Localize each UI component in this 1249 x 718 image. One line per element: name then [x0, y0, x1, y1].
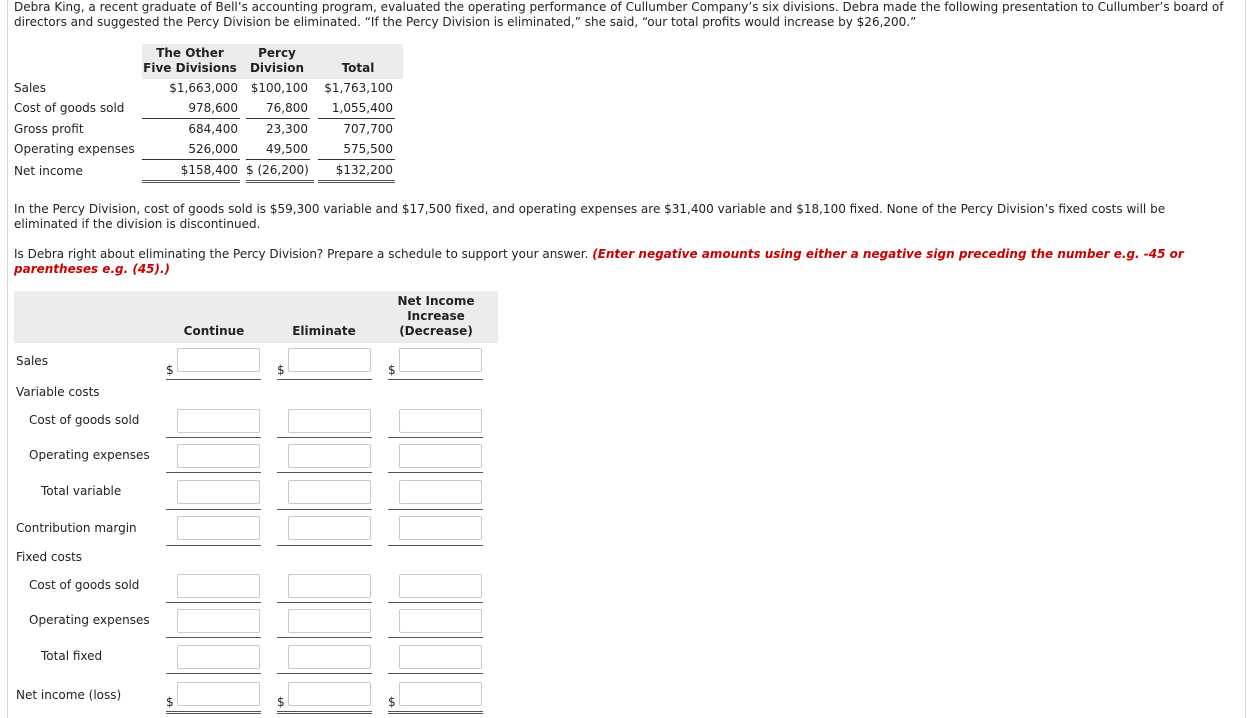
row-label-fix-cogs: Cost of goods sold — [29, 578, 140, 592]
col-header-net-3: (Decrease) — [399, 324, 473, 338]
row-label: Gross profit — [14, 122, 84, 136]
net-income-net-input[interactable] — [399, 682, 482, 706]
col-header-net-1: Net Income — [397, 294, 475, 308]
double-underline — [142, 180, 240, 183]
double-underline — [246, 180, 314, 183]
cell-total: 707,700 — [343, 122, 393, 136]
fix-opex-continue-input[interactable] — [177, 609, 260, 633]
row-underline — [166, 379, 261, 380]
contribution-margin-continue-input[interactable] — [177, 516, 260, 540]
row-label-var-cogs: Cost of goods sold — [29, 413, 140, 427]
row-underline — [277, 379, 372, 380]
col-header-eliminate: Eliminate — [292, 324, 356, 338]
var-opex-net-input[interactable] — [399, 444, 482, 468]
underline — [142, 118, 240, 119]
var-opex-eliminate-input[interactable] — [288, 444, 371, 468]
underline — [246, 118, 310, 119]
cell-other: 526,000 — [188, 142, 238, 156]
net-income-continue-input[interactable] — [177, 682, 260, 706]
total-fixed-continue-input[interactable] — [177, 645, 260, 669]
col-header-other-2: Five Divisions — [143, 61, 237, 75]
row-underline — [166, 673, 261, 674]
row-underline — [166, 545, 261, 546]
net-income-eliminate-input[interactable] — [288, 682, 371, 706]
cell-other: 978,600 — [188, 101, 238, 115]
sales-eliminate-input[interactable] — [288, 348, 371, 372]
row-underline — [277, 545, 372, 546]
sales-continue-input[interactable] — [177, 348, 260, 372]
row-label-net-income: Net income (loss) — [16, 688, 122, 702]
cell-percy: $100,100 — [250, 81, 308, 95]
contribution-margin-eliminate-input[interactable] — [288, 516, 371, 540]
col-header-percy-1: Percy — [258, 46, 296, 60]
row-label-total-fixed: Total fixed — [41, 649, 103, 663]
col-header-net-2: Increase — [407, 309, 465, 323]
var-cogs-continue-input[interactable] — [177, 409, 260, 433]
underline — [318, 118, 395, 119]
total-variable-eliminate-input[interactable] — [288, 480, 371, 504]
total-fixed-net-input[interactable] — [399, 645, 482, 669]
cell-total: 575,500 — [343, 142, 393, 156]
fix-opex-eliminate-input[interactable] — [288, 609, 371, 633]
row-label-fix-opex: Operating expenses — [29, 613, 150, 627]
row-underline — [277, 673, 372, 674]
row-underline — [388, 637, 483, 638]
cell-percy: $ (26,200) — [246, 163, 309, 177]
fix-cogs-net-input[interactable] — [399, 574, 482, 598]
row-underline — [166, 437, 261, 438]
cell-percy: 76,800 — [266, 101, 308, 115]
row-label-total-variable: Total variable — [41, 484, 122, 498]
col-header-other-1: The Other — [156, 46, 224, 60]
cell-total: 1,055,400 — [331, 101, 393, 115]
cell-percy: 49,500 — [266, 142, 308, 156]
cell-total: $132,200 — [335, 163, 393, 177]
fix-opex-net-input[interactable] — [399, 609, 482, 633]
fix-cogs-eliminate-input[interactable] — [288, 574, 371, 598]
row-underline — [388, 379, 483, 380]
row-underline — [277, 509, 372, 510]
underline — [246, 159, 310, 160]
cell-percy: 23,300 — [266, 122, 308, 136]
dollar-sign: $ — [277, 363, 285, 377]
row-label-var-opex: Operating expenses — [29, 448, 150, 462]
problem-intro: Debra King, a recent graduate of Bell’s accounting program, evaluated the operating performance of Cullumber Company’s six divisions. Debra made the following presentation to Cullumber’s board of directors and suggested the Percy Division be eliminated. “If the Percy Division is eliminated,” she said, “our total profits would increase by $26,200.” — [14, 0, 1224, 29]
row-underline — [277, 472, 372, 473]
double-underline — [277, 711, 372, 714]
sales-net-input[interactable] — [399, 348, 482, 372]
var-cogs-eliminate-input[interactable] — [288, 409, 371, 433]
row-label-sales: Sales — [16, 354, 48, 368]
row-underline — [388, 509, 483, 510]
dollar-sign: $ — [388, 363, 396, 377]
row-label-fixed-costs: Fixed costs — [16, 550, 83, 564]
underline — [142, 159, 240, 160]
instructions-paragraph: Is Debra right about eliminating the Percy Division? Prepare a schedule to support your answer. (Enter negative amounts using either a negative sign preceding the number e.g. -45 or parentheses e.g. (45).) — [14, 247, 1184, 276]
row-underline — [388, 602, 483, 603]
col-header-continue: Continue — [183, 324, 245, 338]
cell-other: $158,400 — [180, 163, 238, 177]
row-label: Cost of goods sold — [14, 101, 125, 115]
col-header-total: Total — [341, 61, 375, 75]
dollar-sign: $ — [166, 363, 174, 377]
row-label-variable-costs: Variable costs — [16, 385, 100, 399]
var-opex-continue-input[interactable] — [177, 444, 260, 468]
instructions-note: (Enter negative amounts using either a negative sign preceding the number e.g. -45 or parentheses e.g. (45).) — [14, 247, 1184, 276]
row-label: Operating expenses — [14, 142, 135, 156]
double-underline — [166, 711, 261, 714]
row-underline — [166, 637, 261, 638]
info-paragraph: In the Percy Division, cost of goods sold is $59,300 variable and $17,500 fixed, and operating expenses are $31,400 variable and $18,100 fixed. None of the Percy Division’s fixed costs will be eliminated if the division is discontinued. — [14, 202, 1166, 231]
dollar-sign: $ — [277, 695, 285, 709]
row-underline — [277, 437, 372, 438]
cell-other: $1,663,000 — [169, 81, 238, 95]
row-underline — [388, 673, 483, 674]
row-underline — [166, 509, 261, 510]
col-header-percy-2: Division — [249, 61, 305, 75]
fix-cogs-continue-input[interactable] — [177, 574, 260, 598]
row-underline — [166, 602, 261, 603]
row-underline — [388, 437, 483, 438]
row-underline — [277, 602, 372, 603]
total-variable-continue-input[interactable] — [177, 480, 260, 504]
total-variable-net-input[interactable] — [399, 480, 482, 504]
row-label: Net income — [14, 164, 83, 178]
underline — [318, 159, 395, 160]
dollar-sign: $ — [388, 695, 396, 709]
row-underline — [277, 637, 372, 638]
double-underline — [318, 180, 395, 183]
row-underline — [166, 472, 261, 473]
row-label: Sales — [14, 81, 46, 95]
dollar-sign: $ — [166, 695, 174, 709]
row-label-contribution-margin: Contribution margin — [16, 521, 137, 535]
cell-other: 684,400 — [188, 122, 238, 136]
contribution-margin-net-input[interactable] — [399, 516, 482, 540]
row-underline — [388, 545, 483, 546]
cell-total: $1,763,100 — [324, 81, 393, 95]
double-underline — [388, 711, 483, 714]
total-fixed-eliminate-input[interactable] — [288, 645, 371, 669]
var-cogs-net-input[interactable] — [399, 409, 482, 433]
row-underline — [388, 472, 483, 473]
